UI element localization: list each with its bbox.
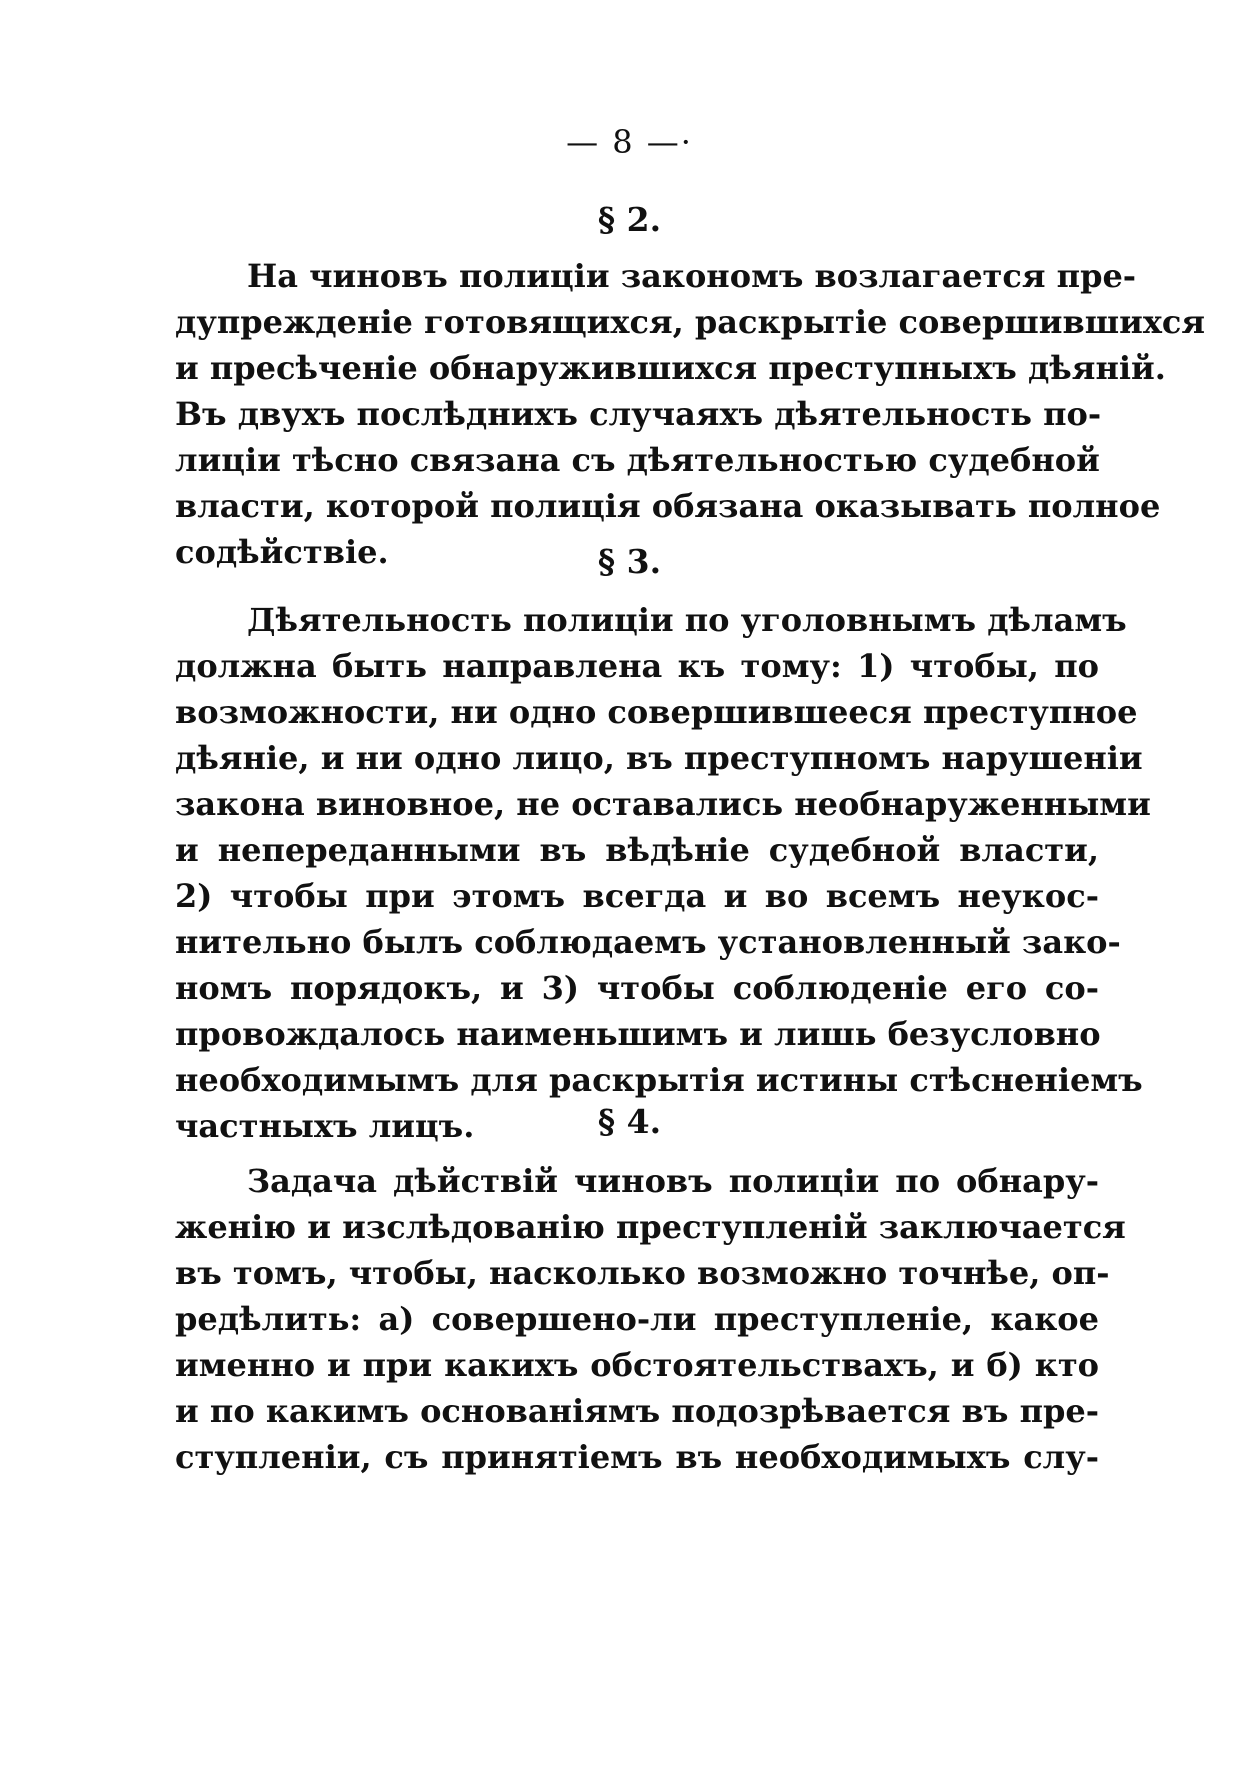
- section-heading-4: § 4.: [597, 1102, 662, 1141]
- text-line: номъ порядокъ, и 3) чтобы соблюденіе его со-: [175, 969, 1099, 1007]
- text-line: и пресѣченіе обнаружившихся преступныхъ дѣяній.: [175, 349, 1166, 387]
- section-heading-2: § 2.: [597, 200, 662, 239]
- paragraph-section-2: [175, 253, 1206, 575]
- text-line: и непереданными въ вѣдѣніе судебной власти,: [175, 831, 1099, 869]
- page-number-header: — 8 —·: [566, 123, 693, 161]
- text-line: власти, которой полиція обязана оказывать полное: [175, 487, 1161, 525]
- text-line: Задача дѣйствій чиновъ полиціи по обнару-: [247, 1162, 1099, 1200]
- text-line: содѣйствіе.: [175, 533, 389, 571]
- text-line: частныхъ лицъ.: [175, 1107, 475, 1145]
- text-line: На чиновъ полиціи закономъ возлагается пре-: [247, 257, 1137, 295]
- text-line: Дѣятельность полиціи по уголовнымъ дѣламъ: [247, 601, 1127, 639]
- paragraph-section-3: [175, 597, 1151, 1149]
- text-line: именно и при какихъ обстоятельствахъ, и б) кто: [175, 1346, 1099, 1384]
- text-line: возможности, ни одно совершившееся преступное: [175, 693, 1138, 731]
- text-line: Въ двухъ послѣднихъ случаяхъ дѣятельность по-: [175, 395, 1102, 433]
- text-line: нительно былъ соблюдаемъ установленный зако-: [175, 923, 1121, 961]
- text-line: должна быть направлена къ тому: 1) чтобы, по: [175, 647, 1099, 685]
- text-line: женію и изслѣдованію преступленій заключается: [175, 1208, 1126, 1246]
- text-line: дупрежденіе готовящихся, раскрытіе совершившихся: [175, 303, 1206, 341]
- text-line: необходимымъ для раскрытія истины стѣсненіемъ: [175, 1061, 1143, 1099]
- text-line: провождалось наименьшимъ и лишь безусловно: [175, 1015, 1101, 1053]
- text-line: редѣлить: а) совершено-ли преступленіе, какое: [175, 1300, 1099, 1338]
- text-line: ступленіи, съ принятіемъ въ необходимыхъ слу-: [175, 1438, 1099, 1476]
- text-line: дѣяніе, и ни одно лицо, въ преступномъ нарушеніи: [175, 739, 1143, 777]
- text-line: и по какимъ основаніямъ подозрѣвается въ пре-: [175, 1392, 1099, 1430]
- paragraph-section-4: [175, 1158, 1126, 1480]
- section-heading-3: § 3.: [597, 542, 662, 581]
- text-line: закона виновное, не оставались необнаруженными: [175, 785, 1151, 823]
- text-line: лиціи тѣсно связана съ дѣятельностью судебной: [175, 441, 1100, 479]
- text-line: 2) чтобы при этомъ всегда и во всемъ неукос-: [175, 877, 1099, 915]
- text-line: въ томъ, чтобы, насколько возможно точнѣе, оп-: [175, 1254, 1110, 1292]
